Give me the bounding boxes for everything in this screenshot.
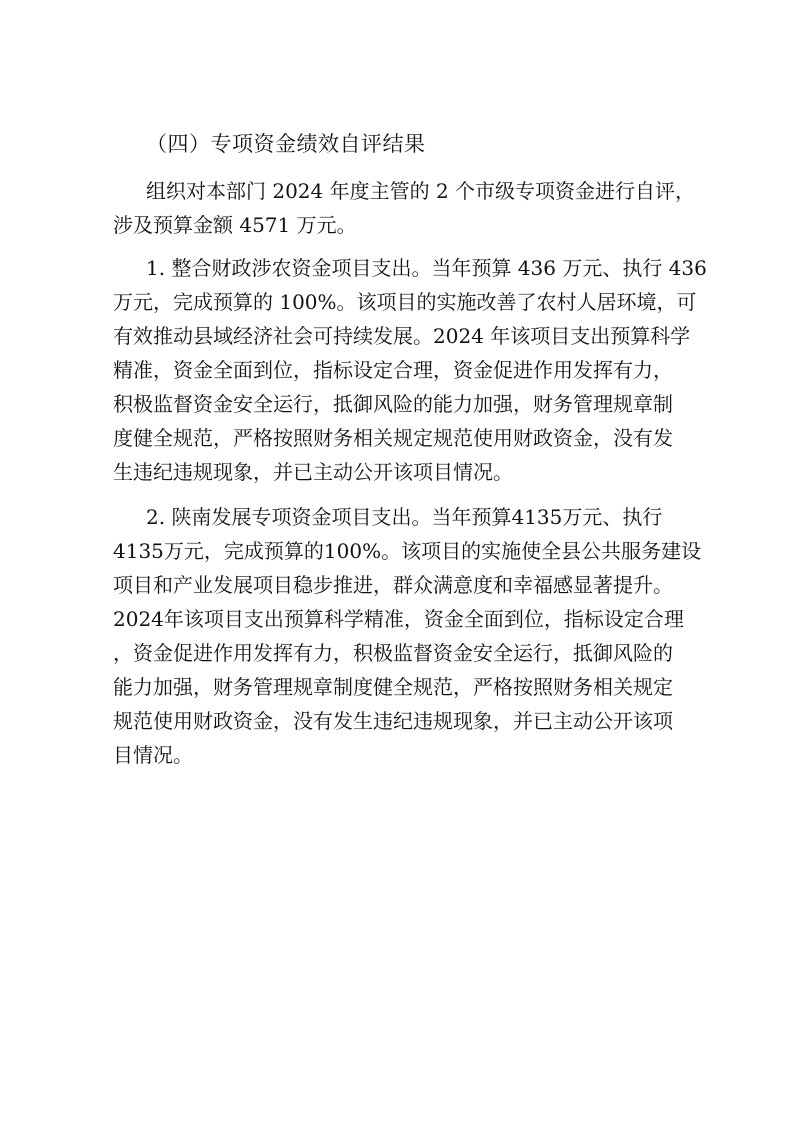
item1-line: 1. 整合财政涉农资金项目支出。当年预算 436 万元、执行 436 bbox=[146, 256, 707, 280]
item2-line: 2. 陕南发展专项资金项目支出。当年预算4135万元、执行 bbox=[146, 505, 663, 529]
item1-line: 积极监督资金安全运行，抵御风险的能力加强，财务管理规章制 bbox=[113, 392, 673, 416]
item1-line: 生违纪违规现象，并已主动公开该项目情况。 bbox=[113, 460, 513, 484]
item1-line: 度健全规范，严格按照财务相关规定规范使用财政资金，没有发 bbox=[113, 426, 673, 450]
item1-line: 有效推动县域经济社会可持续发展。2024 年该项目支出预算科学 bbox=[113, 324, 691, 348]
intro-line: 涉及预算金额 4571 万元。 bbox=[113, 213, 357, 237]
item2-line: 2024年该项目支出预算科学精准，资金全面到位，指标设定合理 bbox=[113, 607, 684, 631]
section-heading: （四）专项资金绩效自评结果 bbox=[146, 132, 426, 156]
item1-line: 精准，资金全面到位，指标设定合理，资金促进作用发挥有力， bbox=[113, 358, 673, 382]
item2-line: 能力加强，财务管理规章制度健全规范，严格按照财务相关规定 bbox=[113, 675, 673, 699]
intro-line: 组织对本部门 2024 年度主管的 2 个市级专项资金进行自评， bbox=[146, 179, 696, 203]
item2-line: ，资金促进作用发挥有力，积极监督资金安全运行，抵御风险的 bbox=[113, 641, 673, 665]
item1-line: 万元，完成预算的 100%。该项目的实施改善了农村人居环境，可 bbox=[113, 290, 697, 314]
item2-line: 项目和产业发展项目稳步推进，群众满意度和幸福感显著提升。 bbox=[113, 573, 673, 597]
item2-line: 4135万元，完成预算的100%。该项目的实施使全县公共服务建设 bbox=[113, 539, 702, 563]
item2-line: 规范使用财政资金，没有发生违纪违规现象，并已主动公开该项 bbox=[113, 709, 673, 733]
item2-line: 目情况。 bbox=[113, 743, 193, 767]
